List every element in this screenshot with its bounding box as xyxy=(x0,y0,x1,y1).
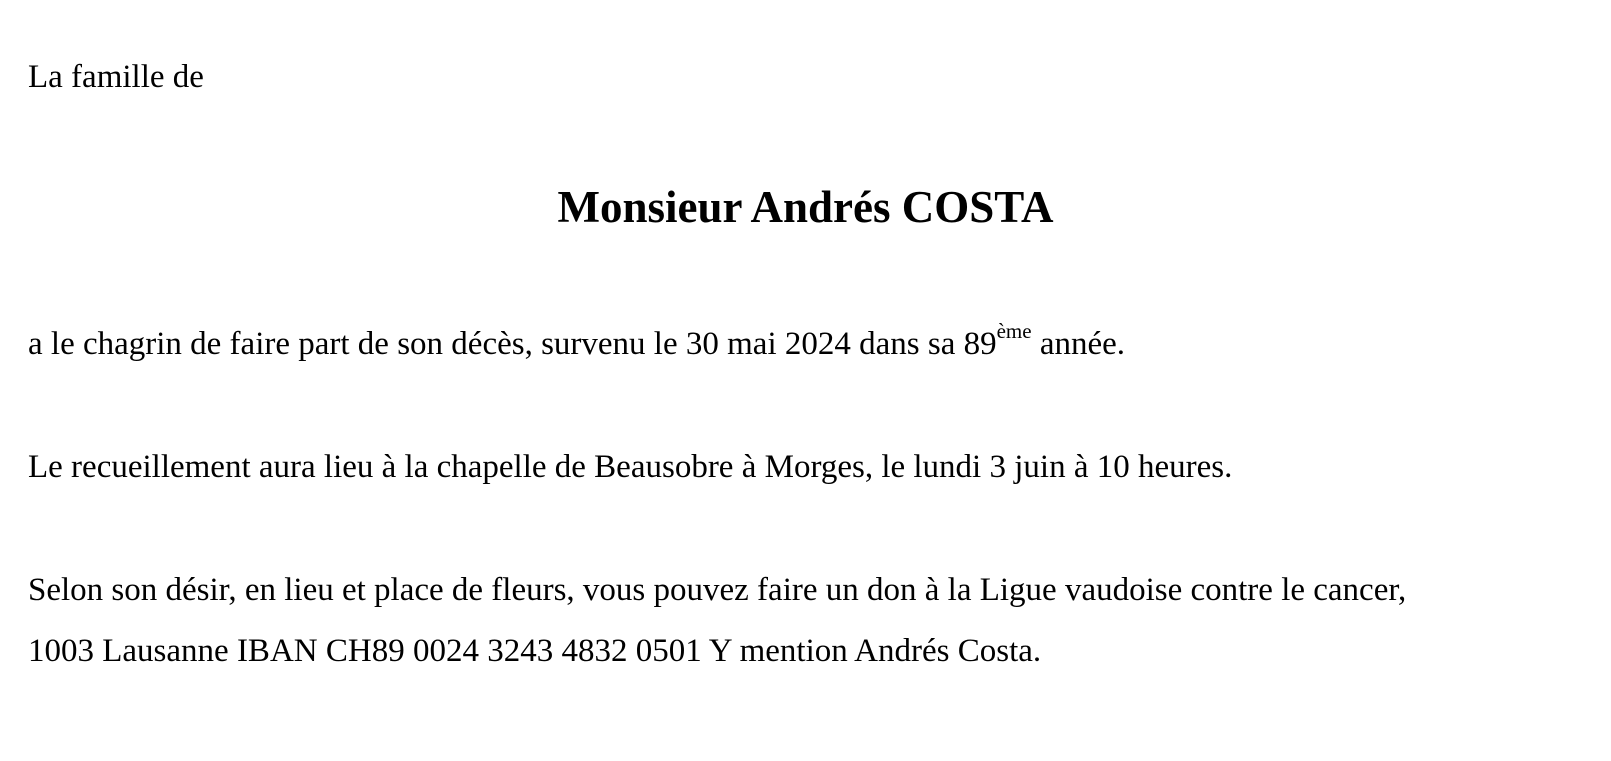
ordinal-suffix: ème xyxy=(996,319,1032,343)
ceremony-details: Le recueillement aura lieu à la chapelle de Beausobre à Morges, le lundi 3 juin à 10 heures. xyxy=(28,449,1233,485)
deceased-name: Monsieur Andrés COSTA xyxy=(557,182,1054,232)
death-announcement xyxy=(28,319,1126,364)
announcement-end: année. xyxy=(1031,326,1126,362)
announcement-text: a le chagrin de faire part de son décès, survenu le 30 mai 2024 dans sa 89 xyxy=(28,326,997,362)
intro-text: La famille de xyxy=(28,59,204,95)
donation-text-line-1: Selon son désir, en lieu et place de fleurs, vous pouvez faire un don à la Ligue vaudoise contre le cancer, xyxy=(28,572,1407,608)
donation-text-line-2: 1003 Lausanne IBAN CH89 0024 3243 4832 0501 Y mention Andrés Costa. xyxy=(28,633,1042,669)
